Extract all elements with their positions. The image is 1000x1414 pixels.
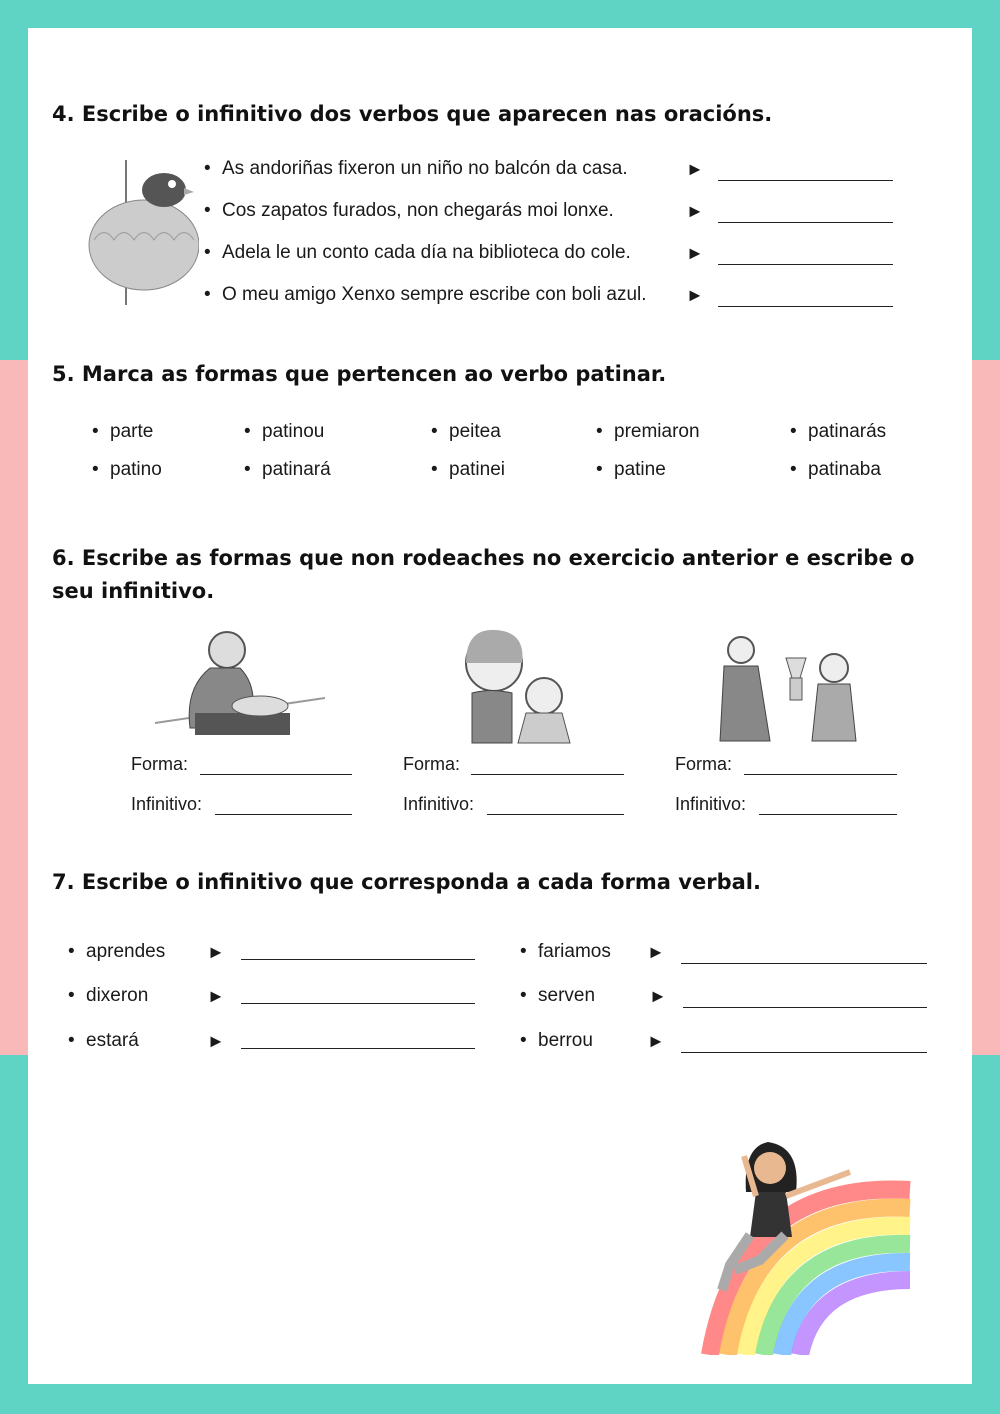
bullet-icon: • [244,421,251,442]
bullet-icon: • [431,421,438,442]
bullet-icon: • [596,459,603,480]
bullet-icon: • [520,941,527,962]
bullet-icon: • [92,459,99,480]
man-slicing-bread-illustration [155,628,325,746]
option-peitea[interactable]: • peitea [431,421,501,442]
answer-line[interactable] [718,222,893,223]
bullet-icon: • [68,941,75,962]
arrow-icon: ► [207,986,225,1006]
answer-line[interactable] [241,959,475,960]
bullet-icon: • [244,459,251,480]
ex7-item-berrou: • berrou [520,1030,593,1051]
bullet-icon: • [204,284,211,305]
forma-label: Forma: [403,754,461,774]
infinitivo-label: Infinitivo: [403,794,475,814]
option-patine[interactable]: • patine [596,459,666,480]
ex4-sentence-3: • Adela le un conto cada día na biblioteca do cole. [204,242,631,263]
bullet-icon: • [431,459,438,480]
infinitivo-answer-line[interactable] [215,814,352,815]
ex7-item-aprendes: • aprendes [68,941,166,962]
option-parte[interactable]: • parte [92,421,154,442]
forma-answer-line[interactable] [200,774,352,775]
exercise-7-title: 7. Escribe o infinitivo que corresponda a cada forma verbal. [52,870,761,894]
answer-line[interactable] [241,1048,475,1049]
bullet-icon: • [520,1030,527,1051]
bullet-icon: • [520,985,527,1006]
infinitivo-label: Infinitivo: [675,794,747,814]
arrow-icon: ► [207,1031,225,1051]
option-patino[interactable]: • patino [92,459,162,480]
bullet-icon: • [68,985,75,1006]
exercise-4-title: 4. Escribe o infinitivo dos verbos que aparecen nas oracións. [52,102,773,126]
option-patinaba[interactable]: • patinaba [790,459,881,480]
bullet-icon: • [92,421,99,442]
bullet-icon: • [790,459,797,480]
answer-line[interactable] [718,306,893,307]
bullet-icon: • [790,421,797,442]
bullet-icon: • [204,242,211,263]
infinitivo-answer-line[interactable] [759,814,897,815]
arrow-icon: ► [647,942,665,962]
option-premiaron[interactable]: • premiaron [596,421,700,442]
exercise-5-title: 5. Marca as formas que pertencen ao verbo patinar. [52,362,667,386]
answer-line[interactable] [681,1052,927,1053]
forma-answer-line[interactable] [744,774,897,775]
option-patinara[interactable]: • patinará [244,459,331,480]
option-patinaras[interactable]: • patinarás [790,421,887,442]
answer-line[interactable] [241,1003,475,1004]
arrow-icon: ► [647,1031,665,1051]
ex4-sentence-1: • As andoriñas fixeron un niño no balcón da casa. [204,158,628,179]
bullet-icon: • [204,200,211,221]
option-patinou[interactable]: • patinou [244,421,325,442]
infinitivo-answer-line[interactable] [487,814,624,815]
arrow-icon: ► [686,285,704,305]
ex7-item-serven: • serven [520,985,596,1006]
ex7-item-dixeron: • dixeron [68,985,149,1006]
arrow-icon: ► [649,986,667,1006]
infinitivo-label: Infinitivo: [131,794,203,814]
answer-line[interactable] [681,963,927,964]
girl-combing-hair-illustration [452,628,572,746]
arrow-icon: ► [686,159,704,179]
arrow-icon: ► [207,942,225,962]
ex7-item-estara: • estará [68,1030,139,1051]
ex4-sentence-4: • O meu amigo Xenxo sempre escribe con boli azul. [204,284,647,305]
exercise-6-title-cont: seu infinitivo. [52,579,215,603]
bullet-icon: • [596,421,603,442]
ex7-item-fariamos: • fariamos [520,941,611,962]
bird-nest-illustration [84,160,199,305]
forma-label: Forma: [131,754,189,774]
option-patinei[interactable]: • patinei [431,459,505,480]
arrow-icon: ► [686,201,704,221]
answer-line[interactable] [683,1007,927,1008]
bullet-icon: • [204,158,211,179]
ex4-sentence-2: • Cos zapatos furados, non chegarás moi lonxe. [204,200,614,221]
forma-label: Forma: [675,754,733,774]
arrow-icon: ► [686,243,704,263]
forma-answer-line[interactable] [471,774,624,775]
award-ceremony-illustration [716,628,876,746]
answer-line[interactable] [718,264,893,265]
bullet-icon: • [68,1030,75,1051]
avatar-rainbow-illustration [700,1130,925,1355]
exercise-6-title: 6. Escribe as formas que non rodeaches no exercicio anterior e escribe o [52,546,915,570]
answer-line[interactable] [718,180,893,181]
